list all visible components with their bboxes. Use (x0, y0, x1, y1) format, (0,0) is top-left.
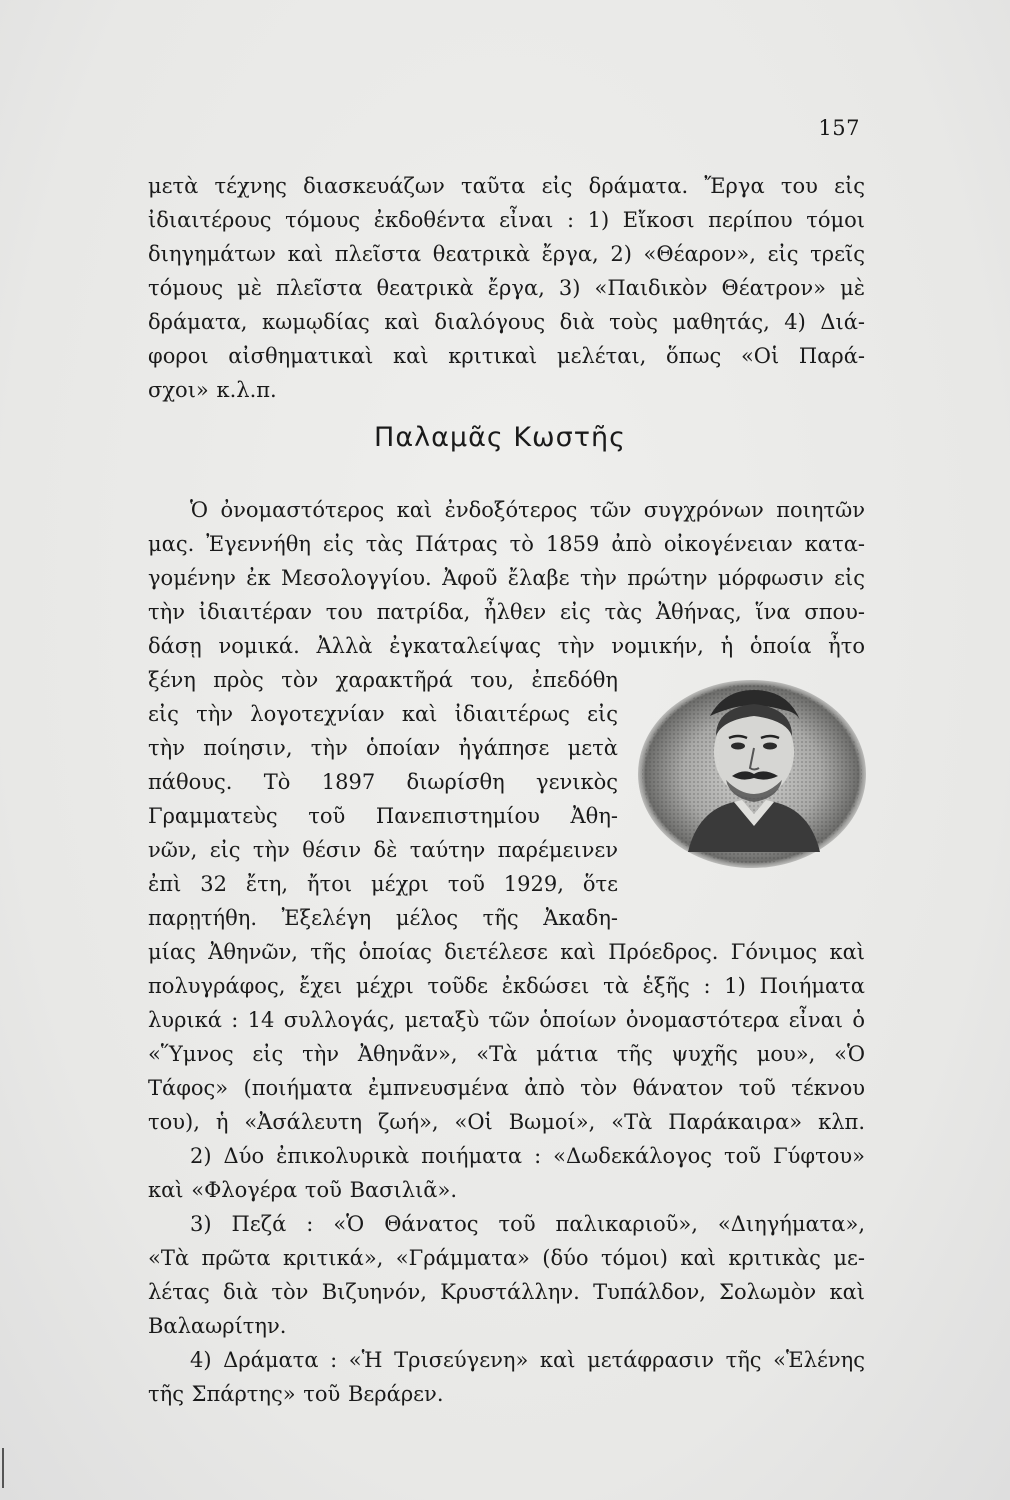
text-line: 4) Δράματα : «Ἡ Τρισεύγενη» καὶ μετάφρασιν τῆς «Ἑλένης (190, 1348, 865, 1372)
text-line: Βαλαωρίτην. (148, 1314, 287, 1338)
text-line: ἰδιαιτέρους τόμους ἐκδοθέντα εἶναι : 1) Εἴκοσι περίπου τόμοι (148, 208, 865, 232)
text-line: γομένην ἐκ Μεσολογγίου. Ἀφοῦ ἔλαβε τὴν πρώτην μόρφωσιν εἰς (148, 566, 865, 590)
text-line: μίας Ἀθηνῶν, τῆς ὁποίας διετέλεσε καὶ Πρόεδρος. Γόνιμος καὶ (148, 940, 865, 964)
text-line: Γραμματεὺς τοῦ Πανεπιστημίου Ἀθη- (148, 804, 618, 828)
text-line: καὶ «Φλογέρα τοῦ Βασιλιᾶ». (148, 1178, 457, 1202)
text-line: δάσῃ νομικά. Ἀλλὰ ἐγκαταλείψας τὴν νομικήν, ἡ ὁποία ἦτο (148, 634, 865, 658)
text-line: 2) Δύο ἐπικολυρικὰ ποιήματα : «Δωδεκάλογος τοῦ Γύφτου» (190, 1144, 865, 1168)
text-line: φοροι αἰσθηματικαὶ καὶ κριτικαὶ μελέται, ὅπως «Οἱ Παρά- (148, 344, 865, 368)
text-line: «Ὕμνος εἰς τὴν Ἀθηνᾶν», «Τὰ μάτια τῆς ψυχῆς μου», «Ὁ (148, 1042, 865, 1066)
text-line: μας. Ἐγεννήθη εἰς τὰς Πάτρας τὸ 1859 ἀπὸ οἰκογένειαν κατα- (148, 532, 865, 556)
text-line: ἐπὶ 32 ἔτη, ἤτοι μέχρι τοῦ 1929, ὅτε (148, 872, 618, 896)
text-line: παρῃτήθη. Ἐξελέγη μέλος τῆς Ἀκαδη- (148, 906, 618, 930)
portrait-photo-icon (636, 676, 868, 872)
text-line: διηγημάτων καὶ πλεῖστα θεατρικὰ ἔργα, 2) «Θέαρον», εἰς τρεῖς (148, 242, 865, 266)
text-line: τὴν ποίησιν, τὴν ὁποίαν ἠγάπησε μετὰ (148, 736, 618, 760)
text-line: Ὁ ὀνομαστότερος καὶ ἐνδοξότερος τῶν συγχρόνων ποιητῶν (190, 498, 865, 522)
text-line: του), ἡ «Ἀσάλευτη ζωή», «Οἱ Βωμοί», «Τὰ Παράκαιρα» κλπ. (148, 1110, 865, 1134)
section-heading: Παλαμᾶς Κωστῆς (374, 422, 626, 453)
text-line: τῆς Σπάρτης» τοῦ Βεράρεν. (148, 1382, 444, 1406)
text-line: πάθους. Τὸ 1897 διωρίσθη γενικὸς (148, 770, 618, 794)
text-line: νῶν, εἰς τὴν θέσιν δὲ ταύτην παρέμεινεν (148, 838, 618, 862)
text-line: εἰς τὴν λογοτεχνίαν καὶ ἰδιαιτέρως εἰς (148, 702, 618, 726)
scan-edge-mark (2, 1448, 4, 1488)
page-number: 157 (818, 116, 860, 140)
text-line: δράματα, κωμῳδίας καὶ διαλόγους διὰ τοὺς μαθητάς, 4) Διά- (148, 310, 865, 334)
text-line: τόμους μὲ πλεῖστα θεατρικὰ ἔργα, 3) «Παιδικὸν Θέατρον» μὲ (148, 276, 865, 300)
text-line: ξένη πρὸς τὸν χαρακτῆρά του, ἐπεδόθη (148, 668, 618, 692)
text-line: λέτας διὰ τὸν Βιζυηνόν, Κρυστάλλην. Τυπάλδον, Σολωμὸν καὶ (148, 1280, 865, 1304)
text-line: «Τὰ πρῶτα κριτικά», «Γράμματα» (δύο τόμοι) καὶ κριτικὰς με- (148, 1246, 865, 1270)
text-line: σχοι» κ.λ.π. (148, 378, 277, 402)
text-line: Τάφος» (ποιήματα ἐμπνευσμένα ἀπὸ τὸν θάνατον τοῦ τέκνου (148, 1076, 865, 1100)
text-line: 3) Πεζά : «Ὁ Θάνατος τοῦ παλικαριοῦ», «Διηγήματα», (190, 1212, 865, 1236)
text-line: λυρικά : 14 συλλογάς, μεταξὺ τῶν ὁποίων ὀνομαστότερα εἶναι ὁ (148, 1008, 865, 1032)
text-line: μετὰ τέχνης διασκευάζων ταῦτα εἰς δράματα. Ἔργα του εἰς (148, 174, 865, 198)
text-line: πολυγράφος, ἔχει μέχρι τοῦδε ἐκδώσει τὰ ἑξῆς : 1) Ποιήματα (148, 974, 865, 998)
text-line: τὴν ἰδιαιτέραν του πατρίδα, ἦλθεν εἰς τὰς Ἀθήνας, ἵνα σπου- (148, 600, 865, 624)
